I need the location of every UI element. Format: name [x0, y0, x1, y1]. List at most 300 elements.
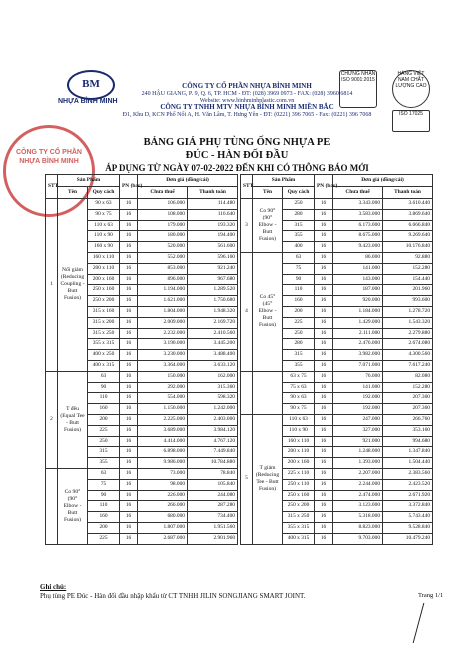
pay-cell: 1.278.720	[383, 306, 433, 317]
pn-cell: 16	[315, 328, 333, 339]
spec-cell: 250 x 160	[88, 285, 120, 296]
pn-cell: 16	[315, 339, 333, 350]
product-name: Co 90° (90° Elbow - Butt Fusion)	[253, 199, 283, 253]
spec-cell: 110 x 63	[88, 220, 120, 231]
pre-tax-cell: 106.000	[138, 199, 188, 210]
product-name: Nối giảm (Reducing Coupling - Butt Fusion)	[58, 199, 88, 372]
pn-cell: 16	[315, 231, 333, 242]
pn-cell: 16	[315, 414, 333, 425]
pn-cell: 16	[120, 414, 138, 425]
pre-tax-cell: 8.823.000	[333, 522, 383, 533]
pre-tax-cell: 3.343.000	[333, 199, 383, 210]
pn-cell: 16	[120, 263, 138, 274]
pay-cell: 10.176.840	[383, 242, 433, 253]
header-product: Sản Phẩm	[58, 175, 120, 187]
pre-tax-cell: 1.184.000	[333, 306, 383, 317]
spec-cell: 200 x 110	[88, 263, 120, 274]
pre-tax-cell: 192.000	[333, 404, 383, 415]
company-name: CÔNG TY CỔ PHẦN NHỰA BÌNH MINH	[182, 82, 312, 90]
pre-tax-cell: 2.476.000	[333, 339, 383, 350]
header-product: Sản Phẩm	[253, 175, 315, 187]
pay-cell: 9.269.640	[383, 231, 433, 242]
spec-cell: 160 x 110	[88, 252, 120, 263]
table-row	[241, 371, 433, 382]
spec-cell: 200 x 160	[283, 458, 315, 469]
pre-tax-cell: 8.675.000	[333, 231, 383, 242]
spec-cell: 280	[283, 209, 315, 220]
pn-cell: 16	[315, 436, 333, 447]
pay-cell: 78.840	[188, 468, 238, 479]
header-stt: STT	[241, 175, 253, 199]
pn-cell: 16	[315, 533, 333, 544]
spec-cell: 160 x 110	[283, 436, 315, 447]
spec-cell: 90	[88, 382, 120, 393]
pay-cell: 1.543.320	[383, 317, 433, 328]
pay-cell: 10.784.880	[188, 458, 238, 469]
pay-cell: 6.666.840	[383, 220, 433, 231]
pay-cell: 244.080	[188, 490, 238, 501]
pn-cell: 16	[315, 350, 333, 361]
product-name: Co 45° (45° Elbow - Butt Fusion)	[253, 252, 283, 371]
table-row	[241, 414, 433, 425]
pn-cell: 16	[120, 360, 138, 371]
spec-cell: 110 x 63	[283, 414, 315, 425]
spec-cell: 250 x 110	[283, 479, 315, 490]
pre-tax-cell: 2.207.000	[333, 468, 383, 479]
spec-cell: 315 x 160	[88, 306, 120, 317]
pn-cell: 16	[315, 371, 333, 382]
pay-cell: 287.280	[188, 501, 238, 512]
spec-cell: 400 x 315	[88, 360, 120, 371]
pay-cell: 2.410.560	[188, 328, 238, 339]
spec-cell: 110	[283, 285, 315, 296]
pre-tax-cell: 86.000	[333, 252, 383, 263]
pay-cell: 82.080	[383, 371, 433, 382]
pre-tax-cell: 2.225.000	[138, 414, 188, 425]
pay-cell: 967.680	[188, 274, 238, 285]
pay-cell: 266.760	[383, 414, 433, 425]
pay-cell: 201.960	[383, 285, 433, 296]
spec-cell: 200 x 110	[283, 447, 315, 458]
spec-cell: 63	[283, 252, 315, 263]
spec-cell: 90 x 75	[283, 404, 315, 415]
note-text: Phụ tùng PE Đúc - Hàn đối đầu nhập khẩu từ CT TNHH JILIN SONGJIANG SMART JOINT.	[40, 592, 306, 600]
spec-cell: 90 x 63	[88, 199, 120, 210]
pre-tax-cell: 853.000	[138, 263, 188, 274]
spec-cell: 90 x 75	[88, 209, 120, 220]
spec-cell: 355	[88, 458, 120, 469]
pre-tax-cell: 554.000	[138, 393, 188, 404]
header-spec: Quy cách	[88, 187, 120, 199]
branch-address: Đ1, Khu D, KCN Phố Nối A, H. Văn Lâm, T. Hưng Yên - ĐT: (0221) 396 7065 - Fax: (0221) 396 7068	[122, 112, 372, 118]
spec-cell: 250 x 200	[88, 296, 120, 307]
pre-tax-cell: 6.898.000	[138, 447, 188, 458]
pre-tax-cell: 1.393.000	[333, 458, 383, 469]
spec-cell: 75	[88, 479, 120, 490]
spec-cell: 160	[283, 296, 315, 307]
pn-cell: 16	[315, 317, 333, 328]
note-title: Ghi chú:	[40, 583, 67, 591]
pay-cell: 152.280	[383, 263, 433, 274]
pn-cell: 16	[120, 533, 138, 544]
spec-cell: 63	[88, 371, 120, 382]
pre-tax-cell: 1.807.000	[138, 522, 188, 533]
pay-cell: 4.300.560	[383, 350, 433, 361]
pay-cell: 1.948.320	[188, 306, 238, 317]
pay-cell: 3.488.400	[188, 350, 238, 361]
pre-tax-cell: 3.364.000	[138, 360, 188, 371]
pn-cell: 16	[315, 242, 333, 253]
pay-cell: 598.320	[188, 393, 238, 404]
header-price: Đơn giá (đồng/cái)	[138, 175, 238, 187]
header-pay: Thanh toán	[383, 187, 433, 199]
pay-cell: 2.674.080	[383, 339, 433, 350]
pn-cell: 16	[315, 404, 333, 415]
pre-tax-cell: 143.000	[333, 274, 383, 285]
pay-cell: 152.280	[383, 382, 433, 393]
header-spec: Quy cách	[283, 187, 315, 199]
pay-cell: 921.240	[188, 263, 238, 274]
spec-cell: 160	[88, 512, 120, 523]
pn-cell: 16	[120, 436, 138, 447]
header-pre-tax: Chưa thuế	[333, 187, 383, 199]
pay-cell: 193.320	[188, 220, 238, 231]
pre-tax-cell: 6.173.000	[333, 220, 383, 231]
pay-cell: 154.440	[383, 274, 433, 285]
pn-cell: 16	[315, 263, 333, 274]
pre-tax-cell: 76.000	[333, 371, 383, 382]
pre-tax-cell: 5.318.000	[333, 512, 383, 523]
pn-cell: 16	[120, 350, 138, 361]
spec-cell: 315 x 200	[88, 317, 120, 328]
company-address: 240 HẬU GIANG, P. 9, Q. 6, TP. HCM - ĐT: (028) 3969 0973 - FAX: (028) 3960 6814	[141, 91, 353, 97]
price-table-right	[240, 174, 433, 545]
spec-cell: 90	[283, 274, 315, 285]
table-row	[241, 199, 433, 210]
pre-tax-cell: 98.000	[138, 479, 188, 490]
pn-cell: 16	[120, 317, 138, 328]
pay-cell: 3.610.440	[383, 199, 433, 210]
company-stamp: CÔNG TY CỔ PHẦN NHỰA BÌNH MINH	[3, 125, 95, 217]
pn-cell: 16	[315, 199, 333, 210]
pn-cell: 16	[315, 220, 333, 231]
pn-cell: 16	[120, 285, 138, 296]
pn-cell: 16	[120, 501, 138, 512]
pay-cell: 3.984.120	[188, 425, 238, 436]
pay-cell: 1.347.840	[383, 447, 433, 458]
pre-tax-cell: 9.423.000	[333, 242, 383, 253]
spec-cell: 400 x 250	[88, 350, 120, 361]
pre-tax-cell: 1.194.000	[138, 285, 188, 296]
row-stt: 3	[241, 199, 253, 253]
pn-cell: 16	[120, 252, 138, 263]
pn-cell: 16	[315, 512, 333, 523]
row-stt: 5	[241, 414, 253, 544]
pn-cell: 16	[120, 522, 138, 533]
pn-cell: 16	[315, 479, 333, 490]
pre-tax-cell: 3.982.000	[333, 350, 383, 361]
pre-tax-cell: 108.000	[138, 209, 188, 220]
page-number: Trang 1/1	[418, 592, 444, 599]
row-stt	[46, 468, 58, 544]
row-stt: 4	[241, 252, 253, 371]
spec-cell: 250 x 200	[283, 501, 315, 512]
pn-cell: 16	[120, 199, 138, 210]
pay-cell: 4.767.120	[188, 436, 238, 447]
pn-cell: 16	[315, 296, 333, 307]
spec-cell: 315	[88, 447, 120, 458]
signature	[413, 603, 445, 643]
header-name: Tên	[58, 187, 88, 199]
spec-cell: 160 x 90	[88, 242, 120, 253]
pn-cell: 16	[315, 360, 333, 371]
spec-cell: 250	[88, 436, 120, 447]
pay-cell: 1.242.000	[188, 404, 238, 415]
pre-tax-cell: 9.703.000	[333, 533, 383, 544]
doc-subtitle: ĐÚC - HÀN ĐỐI ĐẦU	[185, 150, 289, 161]
pn-cell: 16	[315, 393, 333, 404]
pay-cell: 116.640	[188, 209, 238, 220]
pre-tax-cell: 2.244.000	[333, 479, 383, 490]
spec-cell: 200	[88, 414, 120, 425]
pn-cell: 16	[315, 447, 333, 458]
table-row	[46, 468, 238, 479]
pre-tax-cell: 3.123.000	[333, 501, 383, 512]
pn-cell: 16	[120, 425, 138, 436]
product-name: T giảm (Reducing Tee - Butt Fusion)	[253, 414, 283, 544]
pn-cell: 16	[120, 371, 138, 382]
pn-cell: 16	[315, 425, 333, 436]
spec-cell: 200 x 160	[88, 274, 120, 285]
header-stt: STT	[46, 175, 58, 199]
pn-cell: 16	[120, 393, 138, 404]
spec-cell: 315	[283, 220, 315, 231]
pay-cell: 10.479.240	[383, 533, 433, 544]
header-price: Đơn giá (đồng/cái)	[333, 175, 433, 187]
spec-cell: 110	[88, 393, 120, 404]
pay-cell: 3.372.840	[383, 501, 433, 512]
pre-tax-cell: 3.190.000	[138, 339, 188, 350]
pn-cell: 16	[120, 274, 138, 285]
pay-cell: 3.869.640	[383, 209, 433, 220]
pay-cell: 315.360	[188, 382, 238, 393]
pre-tax-cell: 2.232.000	[138, 328, 188, 339]
spec-cell: 400 x 315	[283, 533, 315, 544]
pn-cell: 16	[315, 306, 333, 317]
pn-cell: 16	[120, 382, 138, 393]
pay-cell: 92.880	[383, 252, 433, 263]
pn-cell: 16	[315, 252, 333, 263]
pn-cell: 16	[120, 306, 138, 317]
pay-cell: 3.445.200	[188, 339, 238, 350]
table-row	[46, 199, 238, 210]
spec-cell: 200	[88, 522, 120, 533]
spec-cell: 250	[283, 199, 315, 210]
pre-tax-cell: 1.621.000	[138, 296, 188, 307]
quality-badge: HÀNG VIỆT NAM CHẤT LƯỢNG CAO	[392, 70, 430, 108]
company-logo: BM	[67, 70, 115, 100]
pre-tax-cell: 150.000	[138, 371, 188, 382]
row-stt: 2	[46, 371, 58, 468]
pn-cell: 16	[120, 490, 138, 501]
pre-tax-cell: 179.000	[138, 220, 188, 231]
pre-tax-cell: 3.230.000	[138, 350, 188, 361]
header-pn: PN (bar)	[315, 175, 333, 199]
pre-tax-cell: 2.111.000	[333, 328, 383, 339]
spec-cell: 90 x 63	[283, 393, 315, 404]
spec-cell: 315 x 250	[283, 512, 315, 523]
pn-cell: 16	[120, 296, 138, 307]
pay-cell: 3.633.120	[188, 360, 238, 371]
price-table-left	[45, 174, 238, 545]
branch-name: CÔNG TY TNHH MTV NHỰA BÌNH MINH MIỀN BẮC	[160, 103, 334, 111]
pre-tax-cell: 680.000	[138, 512, 188, 523]
pay-cell: 2.403.000	[188, 414, 238, 425]
spec-cell: 225 x 110	[283, 468, 315, 479]
spec-cell: 63	[88, 468, 120, 479]
pay-cell: 561.600	[188, 242, 238, 253]
pay-cell: 353.160	[383, 425, 433, 436]
spec-cell: 225	[88, 533, 120, 544]
spec-cell: 250 x 160	[283, 490, 315, 501]
pn-cell: 16	[120, 231, 138, 242]
pn-cell: 16	[315, 209, 333, 220]
header-pn: PN (bar)	[120, 175, 138, 199]
pre-tax-cell: 2.009.000	[138, 317, 188, 328]
pre-tax-cell: 327.000	[333, 425, 383, 436]
pn-cell: 16	[120, 220, 138, 231]
pay-cell: 994.680	[383, 436, 433, 447]
spec-cell: 280	[283, 339, 315, 350]
pay-cell: 162.000	[188, 371, 238, 382]
pay-cell: 596.160	[188, 252, 238, 263]
pre-tax-cell: 1.150.000	[138, 404, 188, 415]
pre-tax-cell: 896.000	[138, 274, 188, 285]
product-name: Co 90° (90° Elbow - Butt Fusion)	[58, 468, 88, 544]
header-pay: Thanh toán	[188, 187, 238, 199]
header-name: Tên	[253, 187, 283, 199]
pre-tax-cell: 2.687.000	[138, 533, 188, 544]
pay-cell: 7.617.240	[383, 360, 433, 371]
pn-cell: 16	[315, 522, 333, 533]
pn-cell: 16	[120, 512, 138, 523]
spec-cell: 315 x 250	[88, 328, 120, 339]
pre-tax-cell: 520.000	[138, 242, 188, 253]
spec-cell: 90	[88, 490, 120, 501]
spec-cell: 160	[88, 404, 120, 415]
pre-tax-cell: 4.414.000	[138, 436, 188, 447]
company-logo-text: NHỰA BÌNH MINH	[58, 98, 118, 105]
pre-tax-cell: 921.000	[333, 436, 383, 447]
pn-cell: 16	[120, 404, 138, 415]
pay-cell: 1.951.560	[188, 522, 238, 533]
pay-cell: 207.360	[383, 393, 433, 404]
spec-cell: 110 x 90	[283, 425, 315, 436]
spec-cell: 225	[88, 425, 120, 436]
product-name	[253, 371, 283, 414]
pay-cell: 2.279.880	[383, 328, 433, 339]
pre-tax-cell: 187.000	[333, 285, 383, 296]
pay-cell: 105.840	[188, 479, 238, 490]
pre-tax-cell: 192.000	[333, 393, 383, 404]
pn-cell: 16	[120, 458, 138, 469]
pn-cell: 16	[315, 468, 333, 479]
spec-cell: 110 x 90	[88, 231, 120, 242]
table-row	[46, 371, 238, 382]
pay-cell: 2.671.920	[383, 490, 433, 501]
doc-effective-date: ÁP DỤNG TỪ NGÀY 07-02-2022 ĐẾN KHI CÓ THÔNG BÁO MỚI	[105, 163, 369, 173]
pay-cell: 1.750.680	[188, 296, 238, 307]
spec-cell: 355	[283, 231, 315, 242]
pay-cell: 9.528.840	[383, 522, 433, 533]
iso17025-badge: ISO 17025	[392, 110, 430, 132]
pre-tax-cell: 3.583.000	[333, 209, 383, 220]
pay-cell: 2.423.520	[383, 479, 433, 490]
pre-tax-cell: 3.689.000	[138, 425, 188, 436]
pay-cell: 2.383.560	[383, 468, 433, 479]
pre-tax-cell: 180.000	[138, 231, 188, 242]
pn-cell: 16	[315, 274, 333, 285]
pre-tax-cell: 1.804.000	[138, 306, 188, 317]
pay-cell: 5.743.440	[383, 512, 433, 523]
pn-cell: 16	[315, 382, 333, 393]
pre-tax-cell: 266.000	[138, 501, 188, 512]
pre-tax-cell: 1.429.000	[333, 317, 383, 328]
iso-cert-badge: CHỨNG NHẬN ISO 9001:2015	[339, 70, 377, 108]
pre-tax-cell: 552.000	[138, 252, 188, 263]
pre-tax-cell: 226.000	[138, 490, 188, 501]
doc-title: BẢNG GIÁ PHỤ TÙNG ỐNG NHỰA PE	[143, 137, 331, 148]
spec-cell: 250	[283, 328, 315, 339]
pre-tax-cell: 2.474.000	[333, 490, 383, 501]
pn-cell: 16	[120, 242, 138, 253]
spec-cell: 75 x 63	[283, 382, 315, 393]
pn-cell: 16	[120, 468, 138, 479]
spec-cell: 355 x 315	[283, 522, 315, 533]
pn-cell: 16	[120, 479, 138, 490]
spec-cell: 355	[283, 360, 315, 371]
spec-cell: 110	[88, 501, 120, 512]
company-website: Website: www.binhminhplastic.com.vn	[199, 98, 295, 104]
table-row	[241, 252, 433, 263]
pn-cell: 16	[315, 458, 333, 469]
pre-tax-cell: 292.000	[138, 382, 188, 393]
pn-cell: 16	[120, 328, 138, 339]
pre-tax-cell: 7.071.000	[333, 360, 383, 371]
spec-cell: 225	[283, 317, 315, 328]
header-pre-tax: Chưa thuế	[138, 187, 188, 199]
pre-tax-cell: 247.000	[333, 414, 383, 425]
pn-cell: 16	[315, 501, 333, 512]
pay-cell: 2.169.720	[188, 317, 238, 328]
spec-cell: 400	[283, 242, 315, 253]
pn-cell: 16	[120, 209, 138, 220]
pay-cell: 1.504.440	[383, 458, 433, 469]
pre-tax-cell: 9.986.000	[138, 458, 188, 469]
pre-tax-cell: 920.000	[333, 296, 383, 307]
spec-cell: 355 x 315	[88, 339, 120, 350]
pay-cell: 194.400	[188, 231, 238, 242]
spec-cell: 200	[283, 306, 315, 317]
pre-tax-cell: 141.000	[333, 263, 383, 274]
pay-cell: 993.600	[383, 296, 433, 307]
pay-cell: 734.400	[188, 512, 238, 523]
spec-cell: 63 x 75	[283, 371, 315, 382]
pay-cell: 207.360	[383, 404, 433, 415]
pay-cell: 1.289.520	[188, 285, 238, 296]
pay-cell: 7.449.840	[188, 447, 238, 458]
pre-tax-cell: 1.248.000	[333, 447, 383, 458]
